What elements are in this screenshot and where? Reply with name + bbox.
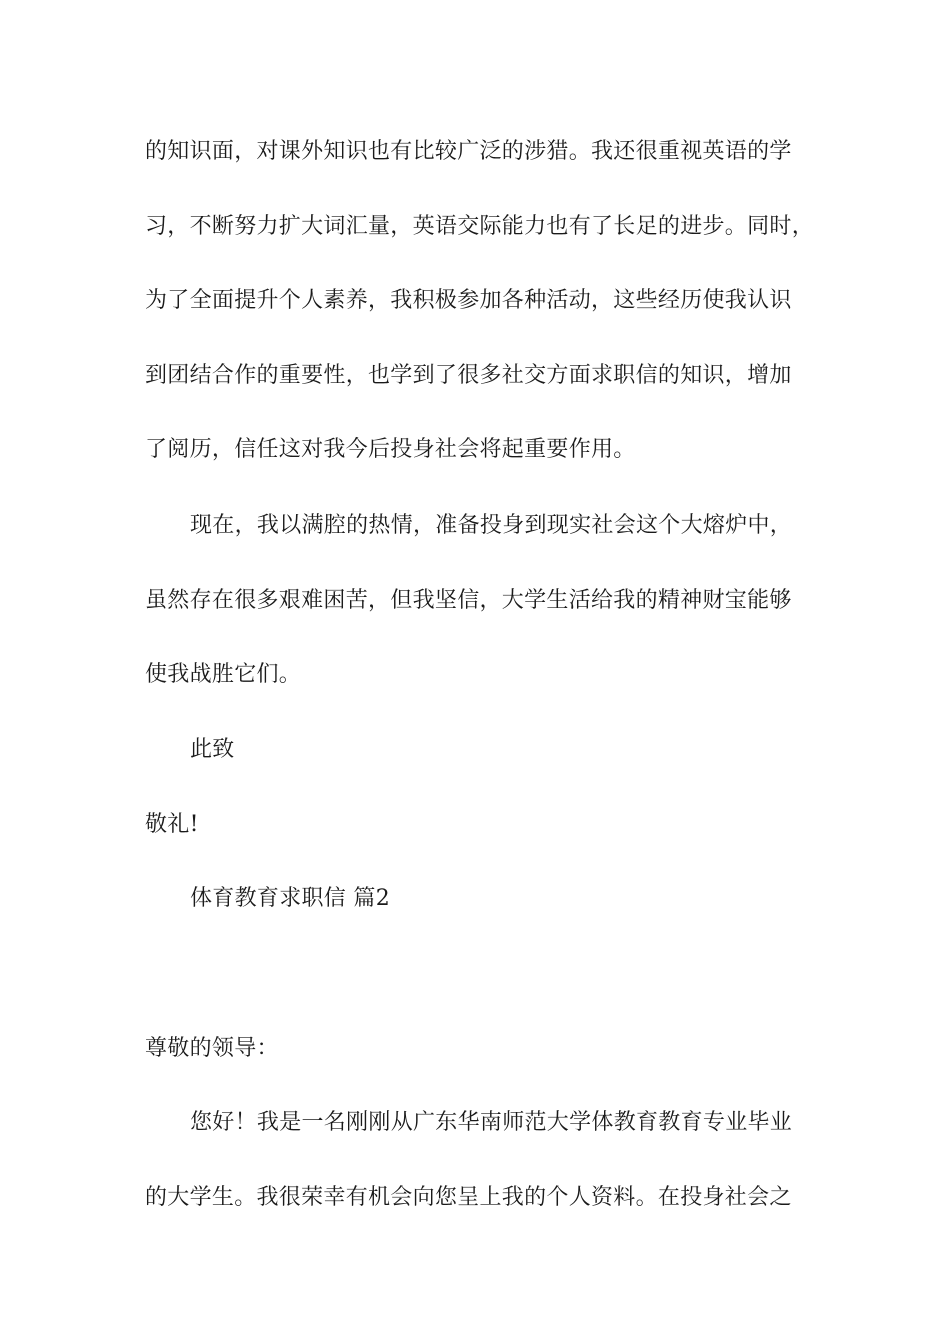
paragraph-line: 您好！我是一名刚刚从广东华南师范大学体教育教育专业毕业	[190, 1110, 793, 1135]
closing-salutation: 此致	[190, 737, 235, 762]
closing-regards: 敬礼!	[145, 812, 199, 837]
paragraph-line: 的大学生。我很荣幸有机会向您呈上我的个人资料。在投身社会之	[145, 1185, 792, 1210]
paragraph-line: 了阅历，信任这对我今后投身社会将起重要作用。	[145, 437, 636, 462]
letter-greeting: 尊敬的领导：	[145, 1036, 279, 1061]
paragraph-line: 现在，我以满腔的热情，准备投身到现实社会这个大熔炉中，	[190, 513, 793, 538]
paragraph-line: 到团结合作的重要性，也学到了很多社交方面求职信的知识，增加	[145, 363, 792, 388]
paragraph-line: 的知识面，对课外知识也有比较广泛的涉猎。我还很重视英语的学	[145, 139, 792, 164]
paragraph-line: 为了全面提升个人素养，我积极参加各种活动，这些经历使我认识	[145, 288, 792, 313]
paragraph-line: 虽然存在很多艰难困苦，但我坚信，大学生活给我的精神财宝能够	[145, 588, 792, 613]
section-heading: 体育教育求职信 篇2	[190, 886, 390, 911]
paragraph-line: 使我战胜它们。	[145, 662, 302, 687]
paragraph-line: 习，不断努力扩大词汇量，英语交际能力也有了长足的进步。同时，	[145, 214, 815, 239]
